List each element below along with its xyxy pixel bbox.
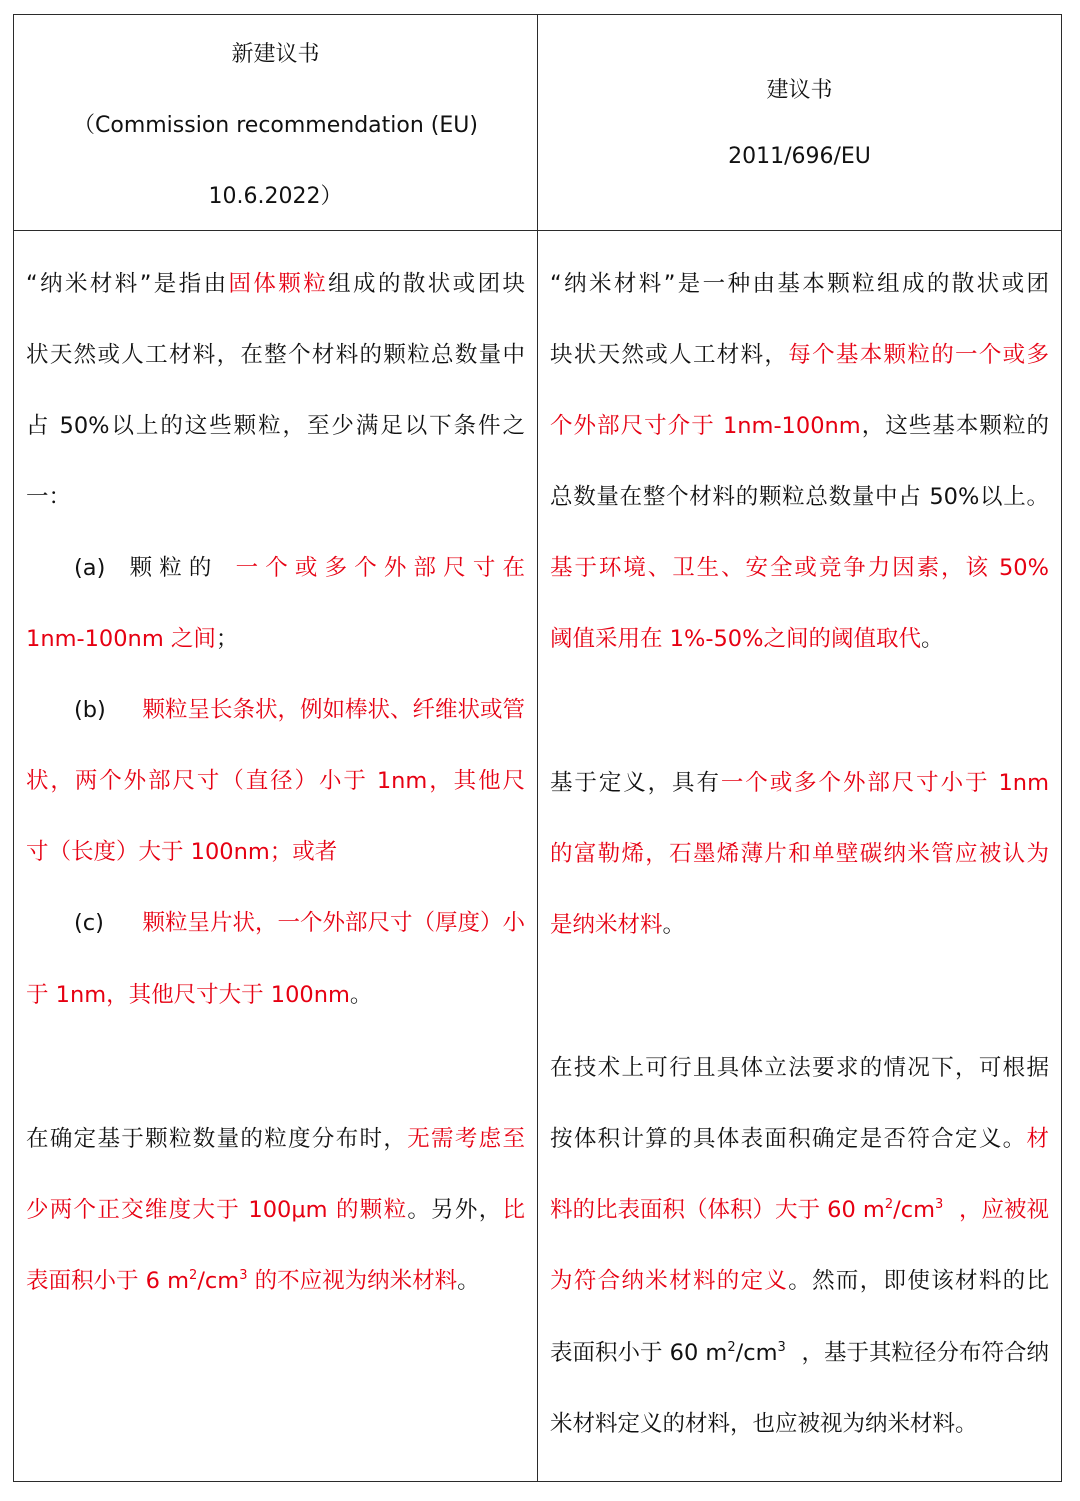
header-right-title: 建议书: [766, 78, 833, 103]
condition-b-line-3: 寸（长度）大于 100nm；或者: [26, 839, 338, 865]
header-left-subtitle: （Commission recommendation (EU): [73, 113, 478, 138]
left-paragraph-2-line-1: 在确定基于颗粒数量的粒度分布时，无需考虑至: [26, 1126, 525, 1152]
left-paragraph-2-line-3: 表面积小于 6 $m^2/cm^3$ 的不应视为纳米材料。: [26, 1268, 480, 1294]
right-paragraph-3-line-6: 米材料定义的材料，也应被视为纳米材料。: [550, 1411, 978, 1437]
condition-a-label: (a): [74, 555, 106, 581]
right-paragraph-3-line-4: 为符合纳米材料的定义。然而，即使该材料的比: [550, 1268, 1049, 1294]
left-definition-line-3: 占 50%以上的这些颗粒，至少满足以下条件之: [26, 413, 525, 439]
condition-b-label: (b): [74, 697, 106, 723]
header-cell-recommendation: [538, 15, 1061, 230]
right-paragraph-2-line-3: 是纳米材料。: [550, 912, 686, 938]
header-left-date: 10.6.2022）: [208, 184, 343, 209]
condition-a-line-2: 1nm-100nm 之间；: [26, 626, 239, 652]
left-definition-line-4: 一：: [26, 484, 72, 510]
right-definition-line-2: 块状天然或人工材料，每个基本颗粒的一个或多: [550, 342, 1049, 368]
condition-c-line-2: 于 1nm，其他尺寸大于 100nm。: [26, 982, 373, 1008]
right-definition-line-1: “纳米材料”是一种由基本颗粒组成的散状或团: [550, 271, 1049, 297]
left-definition-line-1: “纳米材料”是指由固体颗粒组成的散状或团块: [26, 271, 525, 297]
condition-c-line-1: (c) 颗粒呈片状，一个外部尺寸（厚度）小: [74, 910, 525, 936]
header-right-code: 2011/696/EU: [728, 144, 871, 169]
right-definition-line-6: 阈值采用在 1%-50%之间的阈值取代。: [550, 626, 944, 652]
condition-b-line-1: (b) 颗粒呈长条状，例如棒状、纤维状或管: [74, 697, 525, 723]
right-paragraph-3-line-2: 按体积计算的具体表面积确定是否符合定义。材: [550, 1126, 1049, 1152]
condition-c-label: (c): [74, 910, 104, 936]
comparison-table: [13, 14, 1062, 1482]
body-cell-right: [538, 231, 1061, 1481]
right-paragraph-3-line-1: 在技术上可行且具体立法要求的情况下，可根据: [550, 1055, 1049, 1081]
right-definition-line-4: 总数量在整个材料的颗粒总数量中占 50%以上。: [550, 484, 1049, 510]
right-paragraph-2-line-1: 基于定义，具有一个或多个外部尺寸小于 1nm: [550, 770, 1049, 796]
right-paragraph-2-line-2: 的富勒烯，石墨烯薄片和单壁碳纳米管应被认为: [550, 841, 1049, 867]
condition-b-line-2: 状，两个外部尺寸（直径）小于 1nm，其他尺: [26, 768, 525, 794]
condition-a-line-1: (a) 颗 粒 的 一 个 或 多 个 外 部 尺 寸 在: [74, 555, 525, 581]
body-cell-left: [14, 231, 537, 1481]
left-paragraph-2-line-2: 少两个正交维度大于 100μm 的颗粒。另外，比: [26, 1197, 525, 1223]
right-definition-line-3: 个外部尺寸介于 1nm-100nm，这些基本颗粒的: [550, 413, 1049, 439]
left-definition-line-2: 状天然或人工材料，在整个材料的颗粒总数量中: [26, 342, 525, 368]
right-paragraph-3-line-3: 料的比表面积（体积）大于 60 $m^2/cm^3$ ，应被视: [550, 1197, 1049, 1223]
right-definition-line-5: 基于环境、卫生、安全或竞争力因素，该 50%: [550, 555, 1049, 581]
header-cell-new-recommendation: [14, 15, 537, 230]
header-left-title: 新建议书: [231, 42, 320, 67]
right-paragraph-3-line-5: 表面积小于 60 $m^2/cm^3$ ，基于其粒径分布符合纳: [550, 1340, 1049, 1366]
